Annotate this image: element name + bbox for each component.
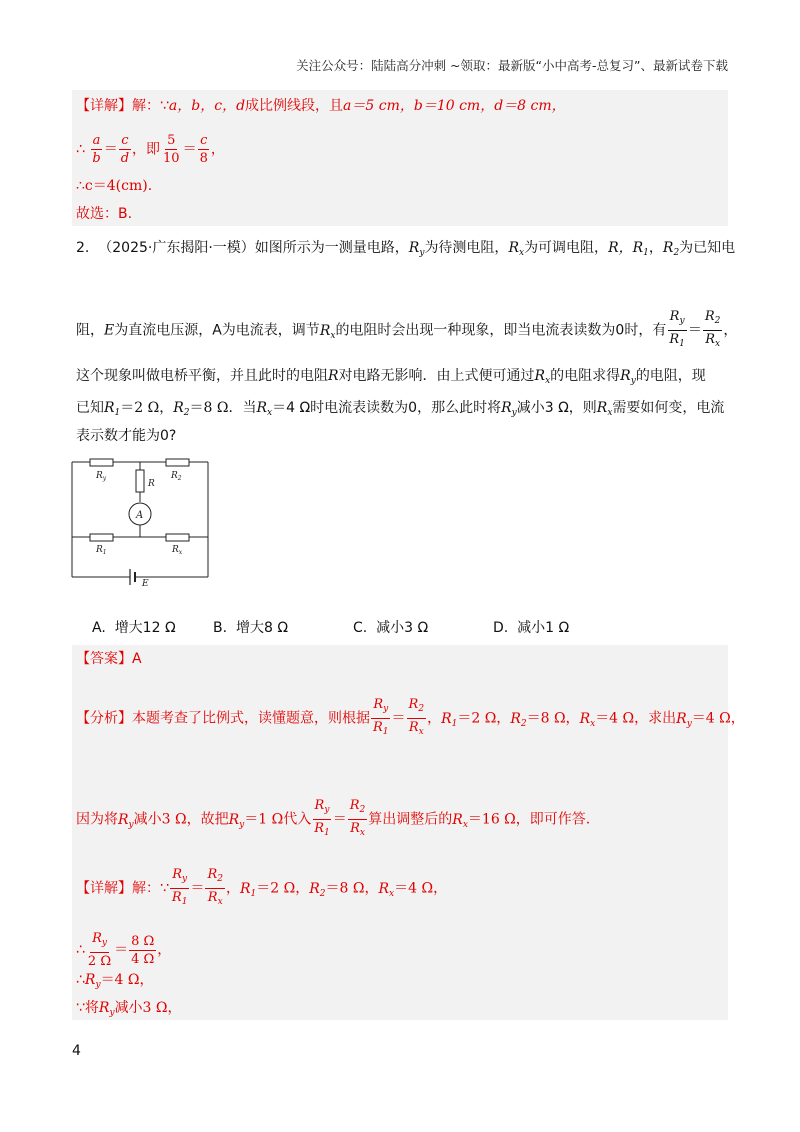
label-r2: $R_2$	[171, 471, 182, 482]
detail-line-2: ∴ $\frac{a}{b}$ ＝ $\frac{c}{d}$ ，即 $\frac{5}{10}$ ＝ $\frac{c}{8}$ ，	[76, 133, 225, 166]
question-line-1: 2. （2025·广东揭阳·一模）如图所示为一测量电路，$R_y$为待测电阻，$R_x$为可调电阻，R，$R_1$，$R_2$为已知电	[76, 240, 736, 258]
answer-line: 【答案】A	[76, 651, 142, 667]
detail-line-1: 【详解】解：∵a，b，c，d成比例线段，且a＝5 cm，b＝10 cm，d＝8 cm，	[76, 98, 566, 114]
label-r: R	[148, 479, 155, 489]
label-ry: $R_y$	[96, 471, 107, 482]
fraction-c-8: $\frac{c}{8}$	[199, 133, 208, 166]
detail-line-4: 故选：B.	[76, 206, 133, 222]
analysis-line-2: 因为将$R_y$减小3 Ω，故把$R_y=1$ Ω代入 $\frac{R_y}{R_1}$ ＝ $\frac{R_2}{R_x}$ 算出调整后的$R_x=16$ Ω，即可作答.	[76, 798, 591, 838]
question-line-4: 已知$R_1=2$ Ω，$R_2=8$ Ω．当$R_x=4$ Ω时电流表读数为0，那么此时将$R_y$减小3 Ω，则$R_x$需要如何变，电流	[76, 400, 725, 418]
fraction-c-d: $\frac{c}{d}$	[120, 133, 130, 166]
resistor-rx	[166, 534, 189, 541]
fraction-ry-r1: $\frac{R_y}{R_1}$	[669, 309, 685, 349]
label-a: A	[136, 510, 144, 521]
analysis-label: 【分析】	[76, 710, 132, 727]
fraction-r2-rx: $\frac{R_2}{R_x}$	[704, 309, 721, 349]
option-c[interactable]: C. 减小3 Ω	[353, 620, 429, 636]
question-line-3: 这个现象叫做电桥平衡，并且此时的电阻R对电路无影响．由上式便可通过$R_x$的电阻求得$R_y$的电阻，现	[76, 368, 706, 386]
label-e: E	[142, 579, 149, 589]
resistor-ry	[90, 459, 113, 466]
detail2-line-3: $\therefore R_y=4$ Ω，	[76, 972, 154, 990]
question-number: 2.	[76, 240, 90, 256]
label-r1: $R_1$	[96, 545, 107, 556]
detail2-label: 【详解】	[76, 880, 132, 897]
analysis-line-1: 【分析】本题考查了比例式，读懂题意，则根据 $\frac{R_y}{R_1}$ ＝ $\frac{R_2}{R_x}$ ，$R_1=2$ Ω，$R_2=8$ Ω，$R_x=4$ Ω，求出$R_y=4$ Ω，	[76, 697, 745, 737]
answer-value: A	[132, 651, 142, 667]
option-a[interactable]: A. 增大12 Ω	[92, 620, 176, 636]
detail-line-3: ∴c＝4(cm).	[76, 178, 153, 194]
question-line-5: 表示数才能为0?	[76, 428, 177, 444]
fraction-5-10: $\frac{5}{10}$	[163, 133, 180, 166]
detail-label: 【详解】	[76, 98, 132, 114]
resistor-r	[136, 470, 144, 492]
resistor-r2	[166, 459, 189, 466]
page-header: 关注公众号：陆陆高分冲刺 ~领取：最新版“小中高考-总复习”、最新试卷下载	[296, 58, 728, 73]
detail2-line-2: ∴ $\frac{R_y}{2 \Omega}$ ＝ $\frac{8 \Omega}{4 \Omega}$ ，	[76, 931, 172, 969]
detail2-line-4: ∵将$R_y$减小3 Ω，	[76, 1000, 182, 1018]
option-b[interactable]: B. 增大8 Ω	[213, 620, 289, 636]
label-rx: $R_x$	[172, 545, 183, 556]
option-d[interactable]: D. 减小1 Ω	[493, 620, 570, 636]
question-line-2: 阻，E为直流电压源，A为电流表，调节$R_x$的电阻时会出现一种现象，即当电流表读数为0时，有 $\frac{R_y}{R_1}$ ＝ $\frac{R_2}{R_x}$ ，	[76, 308, 737, 353]
page-number: 4	[72, 1043, 81, 1059]
detail2-line-1: 【详解】解：∵ $\frac{R_y}{R_1}$ ＝ $\frac{R_2}{R_x}$ ，$R_1=2$ Ω，$R_2=8$ Ω，$R_x=4$ Ω，	[76, 867, 448, 907]
bridge-circuit-diagram	[70, 456, 212, 589]
fraction-a-b: $\frac{a}{b}$	[92, 133, 101, 166]
resistor-r1	[90, 534, 113, 541]
